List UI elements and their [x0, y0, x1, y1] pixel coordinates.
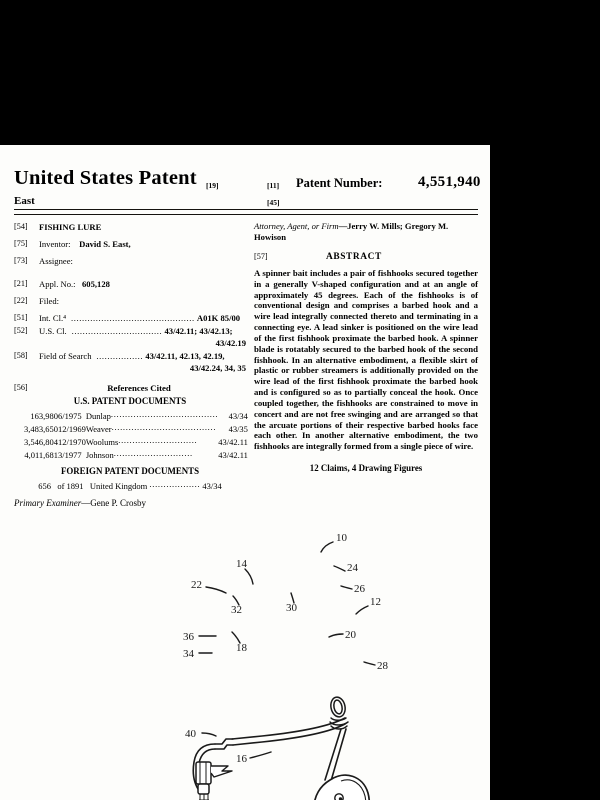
table-row	[24, 409, 248, 422]
foreign-cite-country: United Kingdom	[89, 480, 148, 491]
connecting-eye	[329, 696, 348, 729]
table-row	[24, 447, 248, 460]
numeral-40: 40	[185, 728, 196, 740]
cite-number: 3,546,804	[24, 436, 58, 447]
wire-lead-lower	[325, 729, 346, 781]
attorney-dash: —	[338, 221, 348, 231]
leader-dots: .................................	[68, 325, 163, 336]
cite-number: 4,011,681	[24, 449, 58, 460]
attorney-names: Jerry W. Mills; Gregory M. Howison	[254, 221, 449, 243]
numeral-12: 12	[370, 596, 381, 608]
patent-number: 4,551,940	[418, 174, 481, 190]
numeral-14: 14	[236, 558, 247, 570]
cite-class: 43/35	[228, 424, 248, 435]
inventor-label: Inventor:	[39, 238, 71, 249]
inid-code-45: [45]	[267, 198, 280, 207]
examiner-dash: —	[81, 497, 91, 508]
inid-code-57: [57]	[254, 251, 268, 261]
primary-examiner	[14, 498, 246, 508]
abstract-heading: ABSTRACT	[326, 251, 382, 262]
primary-examiner-label: Primary Examiner	[14, 497, 82, 508]
masthead-rule-lower	[14, 214, 478, 215]
right-column	[254, 221, 478, 473]
cite-class: 43/42.11	[218, 436, 248, 447]
cite-number: 3,483,650	[24, 424, 58, 435]
reference-leader-lines	[199, 542, 375, 758]
spinner-blade-body	[314, 775, 369, 800]
us-cl-value-continued: 43/42.19	[215, 338, 246, 349]
leader-dots: .................	[93, 350, 144, 361]
filed-label: Filed:	[39, 296, 60, 307]
masthead-region	[14, 145, 481, 207]
us-cl-label: U.S. Cl.	[39, 325, 67, 336]
patent-page	[0, 145, 490, 800]
field-assignee	[14, 255, 246, 268]
us-cl-value: 43/42.11; 43/42.13;	[164, 325, 233, 336]
numeral-16: 16	[236, 753, 247, 765]
cite-name: Woolums............................	[85, 434, 198, 447]
foreign-cite-of: of 1891	[57, 480, 84, 491]
field-of-search-value: 43/42.11, 42.13, 42.19,	[145, 350, 225, 361]
assignee-label: Assignee:	[39, 255, 73, 266]
leader-dots: ......................................	[110, 409, 219, 420]
abstract-text: A spinner bait includes a pair of fishhooks secured together in a generally V-shaped configuration and at an angle of approximately 45 degrees. Each of the fishhooks is of conventional design and comprises a barbed hook and a wire lead integrally connected thereto and terminating in a connecting eye. A lead sinker is positioned on the wire lead of the first fishhook proximate the barbed hook. A spinner blade is rotatably secured to the barbed hook of the second fishhook. In an alternative embodiment, a flexible skirt of plastic or rubber streamers is additionally provided on the wire lead of the first fishhook proximate the barbed hook and is configured so as to partially conceal the hook. Once coupled together, the fishhooks are constrained to move in concert and are not free swinging and are arranged so that the arcuate portions of their respective barbed hooks face each other. In another alternative embodiment, the two fishhooks are integrally formed from a single piece of wire.	[254, 267, 478, 452]
inid-code-52: [52]	[14, 325, 28, 335]
appl-no-value: 605,128	[81, 279, 110, 290]
numeral-22: 22	[191, 579, 202, 591]
int-cl-label: Int. Cl.⁴	[39, 312, 67, 323]
masthead	[14, 145, 481, 207]
foreign-cite-row	[14, 479, 246, 491]
numeral-28: 28	[377, 660, 388, 672]
primary-examiner-name: Gene P. Crosby	[90, 497, 146, 508]
field-appl-no	[14, 278, 246, 291]
cite-date: 12/1969	[58, 424, 86, 435]
numeral-32: 32	[231, 604, 242, 616]
cite-name: Weaver.....................................	[85, 422, 217, 435]
page-title: United States Patent	[14, 167, 197, 189]
inid-code-56: [56]	[14, 382, 28, 392]
abstract-heading-row	[254, 252, 478, 264]
leader-dots: ............................	[113, 447, 193, 458]
numeral-18: 18	[236, 642, 247, 654]
claims-figures-line: 12 Claims, 4 Drawing Figures	[309, 463, 423, 474]
numeral-10: 10	[336, 532, 347, 544]
inid-code-19: [19]	[206, 181, 219, 190]
patent-number-label: Patent Number:	[296, 176, 383, 190]
inid-code-51: [51]	[14, 312, 28, 322]
inid-code-54: [54]	[14, 222, 28, 231]
numeral-34: 34	[183, 648, 194, 660]
cite-name: Dunlap......................................	[85, 409, 219, 422]
table-row	[24, 422, 248, 435]
foreign-cite-number: 656	[38, 480, 51, 491]
numeral-24: 24	[347, 562, 358, 574]
leader-dots: ............................	[118, 434, 198, 445]
field-of-search-value-continued: 43/42.24, 34, 35	[189, 363, 246, 374]
leader-dots: .............................................	[68, 312, 195, 323]
numeral-26: 26	[354, 583, 365, 595]
cite-date: 12/1970	[58, 436, 86, 447]
field-field-of-search	[14, 350, 246, 375]
cite-date: 3/1977	[58, 449, 82, 460]
foreign-patent-documents-heading: FOREIGN PATENT DOCUMENTS	[60, 466, 200, 477]
lead-sinker-assembly	[196, 762, 232, 800]
cite-number: 163,980	[30, 411, 58, 422]
attorney-label: Attorney, Agent, or Firm	[254, 221, 339, 231]
patent-drawing-figure	[0, 530, 490, 800]
field-of-search-label: Field of Search	[39, 350, 92, 361]
numeral-20: 20	[345, 629, 356, 641]
leader-dots: .....................................	[111, 422, 217, 433]
attorney-line	[254, 221, 478, 244]
references-cited-heading: References Cited	[107, 382, 171, 393]
inid-code-58: [58]	[14, 350, 28, 360]
invention-title: FISHING LURE	[39, 222, 102, 232]
table-row	[24, 435, 248, 448]
field-references-cited	[14, 382, 246, 395]
cite-class: 43/34	[228, 411, 248, 422]
us-patent-documents-table	[24, 409, 248, 460]
numeral-30: 30	[286, 602, 297, 614]
field-inventor	[14, 238, 246, 251]
inid-code-73: [73]	[14, 255, 28, 265]
field-int-cl	[14, 312, 246, 325]
inventor-name: David S. East,	[79, 238, 131, 249]
us-patent-documents-heading: U.S. PATENT DOCUMENTS	[73, 396, 187, 407]
inventor-surname: East	[14, 195, 35, 207]
field-us-cl	[14, 325, 246, 350]
field-title	[14, 221, 246, 234]
left-column	[14, 221, 246, 508]
inid-code-22: [22]	[14, 296, 28, 306]
inid-code-21: [21]	[14, 279, 28, 289]
appl-no-label: Appl. No.:	[39, 279, 76, 290]
cite-name: Johnson............................	[85, 447, 193, 460]
lure-wire-frame	[193, 718, 345, 792]
inid-code-75: [75]	[14, 238, 28, 248]
foreign-cite-class: 43/34	[202, 480, 222, 491]
masthead-rule-upper	[14, 209, 478, 210]
numeral-36: 36	[183, 631, 194, 643]
leader-dots: ..................	[149, 478, 201, 489]
reference-numerals	[183, 532, 389, 765]
cite-date: 6/1975	[58, 411, 82, 422]
int-cl-value: A01K 85/00	[196, 312, 241, 323]
inid-code-11: [11]	[267, 181, 280, 190]
cite-class: 43/42.11	[218, 449, 248, 460]
field-filed	[14, 295, 246, 308]
